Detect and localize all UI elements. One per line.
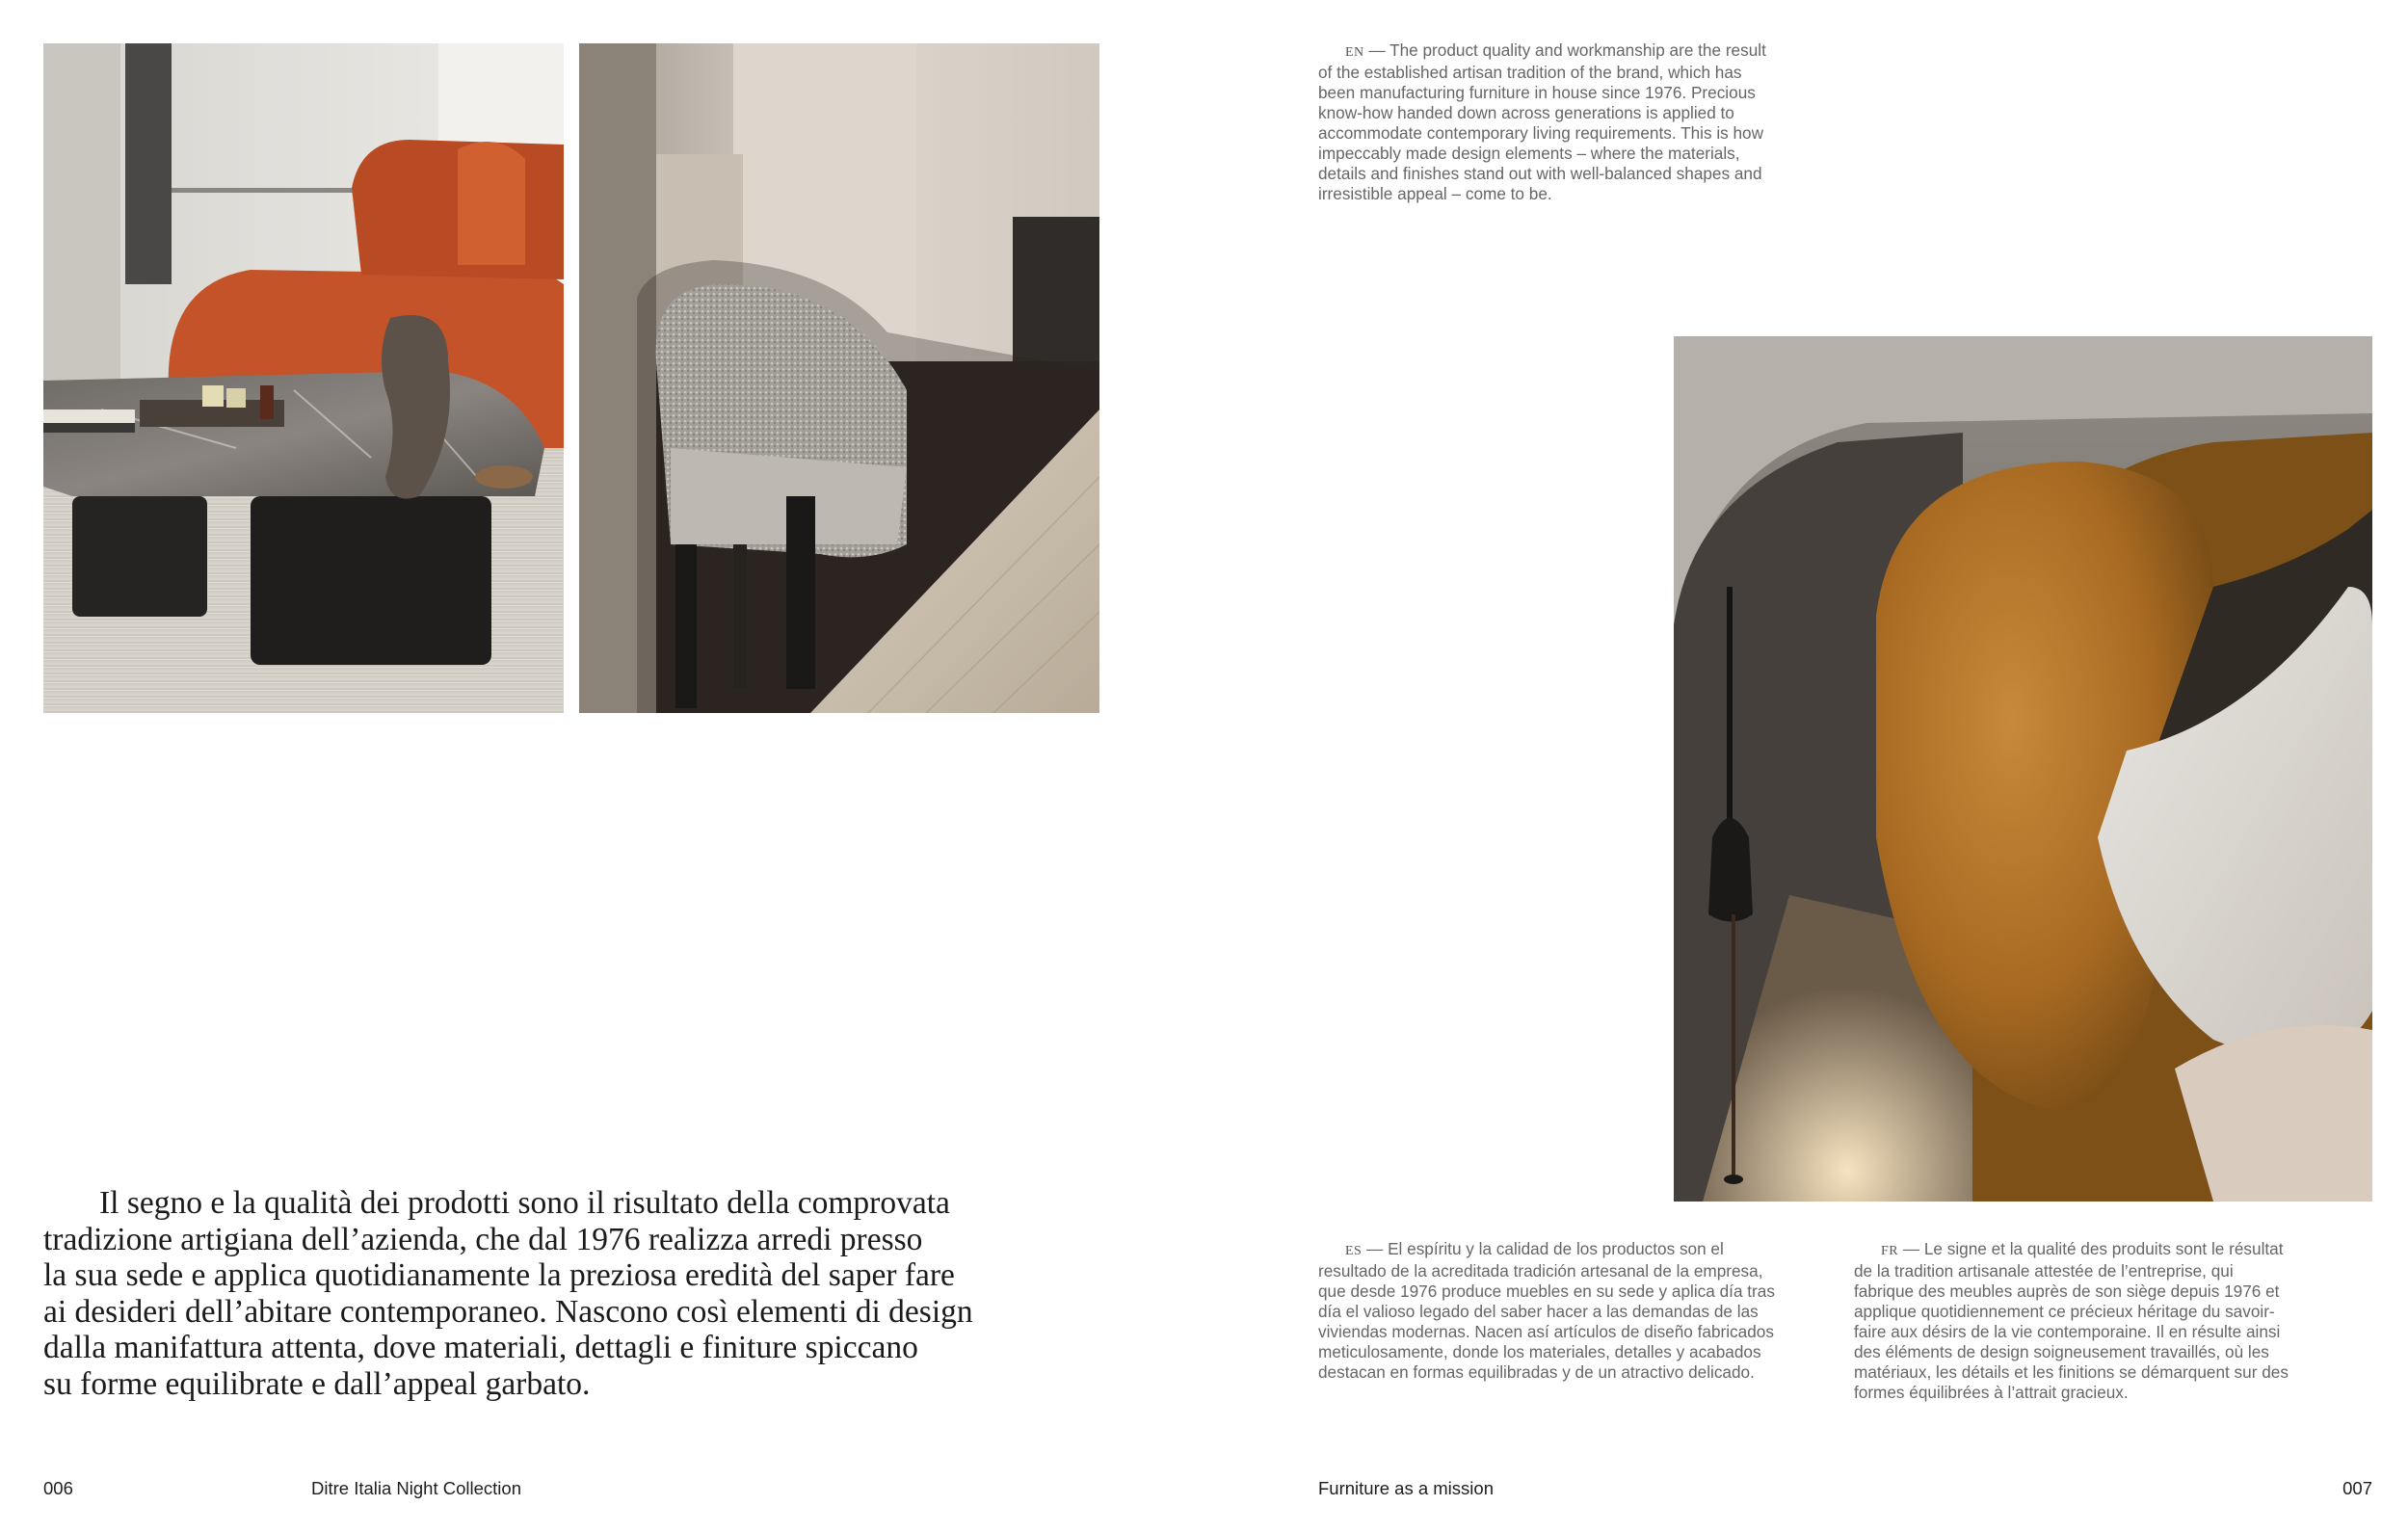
es-line: destacan en formas equilibradas y de un atractivo delicado. [1318, 1362, 1755, 1382]
en-line: of the established artisan tradition of the brand, which has [1318, 63, 1742, 82]
fr-line: fabrique des meubles auprès de son siège depuis 1976 et [1854, 1281, 2280, 1301]
left-footer-title: Ditre Italia Night Collection [311, 1478, 521, 1498]
italian-line: la sua sede e applica quotidianamente la preziosa eredità del saper fare [43, 1257, 955, 1293]
es-line: meticulosamente, donde los materiales, detalles y acabados [1318, 1342, 1761, 1361]
en-line: impeccably made design elements – where the materials, [1318, 144, 1740, 163]
es-line: que desde 1976 produce muebles en su sede y aplica día tras [1318, 1281, 1775, 1301]
es-line: viviendas modernas. Nacen así artículos de diseño fabricados [1318, 1322, 1774, 1341]
right-footer-title: Furniture as a mission [1318, 1478, 1494, 1498]
fr-line: de la tradition artisanale attestée de l’entreprise, qui [1854, 1261, 2234, 1281]
italian-line: ai desideri dell’abitare contemporaneo. Nascono così elementi di design [43, 1293, 973, 1330]
fr-line: faire aux désirs de la vie contemporaine. Il en résulte ainsi [1854, 1322, 2281, 1341]
es-line: día el valioso legado del saber hacer a las demandas de las [1318, 1302, 1759, 1321]
fr-line: des éléments de design soigneusement travaillés, où les [1854, 1342, 2269, 1361]
english-text-column [1318, 40, 1858, 204]
language-tag-fr: FR [1881, 1244, 1899, 1258]
fr-line: — Le signe et la qualité des produits sont le résultat [1902, 1239, 2284, 1258]
spanish-text-column [1318, 1239, 1843, 1383]
en-line: details and finishes stand out with well-balanced shapes and [1318, 164, 1762, 183]
language-tag-es: ES [1345, 1244, 1363, 1258]
en-line: been manufacturing furniture in house since 1976. Precious [1318, 83, 1756, 102]
en-line: — The product quality and workmanship are the result [1368, 40, 1766, 60]
french-text-column [1854, 1239, 2374, 1403]
photo-orange-sofa-marble-table [43, 43, 564, 713]
left-page-number: 006 [43, 1478, 73, 1498]
right-page-number: 007 [2342, 1478, 2372, 1498]
italian-line: Il segno e la qualità dei prodotti sono il risultato della comprovata [99, 1185, 950, 1221]
es-line: resultado de la acreditada tradición artesanal de la empresa, [1318, 1261, 1763, 1281]
italian-line: tradizione artigiana dell’azienda, che dal 1976 realizza arredi presso [43, 1221, 923, 1257]
en-line: irresistible appeal – come to be. [1318, 184, 1552, 203]
italian-line: su forme equilibrate e dall’appeal garbato. [43, 1365, 591, 1402]
en-line: accommodate contemporary living requirements. This is how [1318, 123, 1764, 143]
fr-line: formes équilibrées à l’attrait gracieux. [1854, 1383, 2129, 1402]
italian-body-text [43, 1185, 1132, 1402]
photo-grey-chair [579, 43, 1099, 713]
language-tag-en: EN [1345, 45, 1364, 60]
fr-line: matériaux, les détails et les finitions se démarquent sur des [1854, 1362, 2289, 1382]
photo-ochre-bed-lamp [1674, 336, 2372, 1202]
es-line: — El espíritu y la calidad de los productos son el [1366, 1239, 1724, 1258]
en-line: know-how handed down across generations is applied to [1318, 103, 1734, 122]
fr-line: applique quotidiennement ce précieux héritage du savoir- [1854, 1302, 2275, 1321]
italian-line: dalla manifattura attenta, dove materiali, dettagli e finiture spiccano [43, 1330, 918, 1365]
